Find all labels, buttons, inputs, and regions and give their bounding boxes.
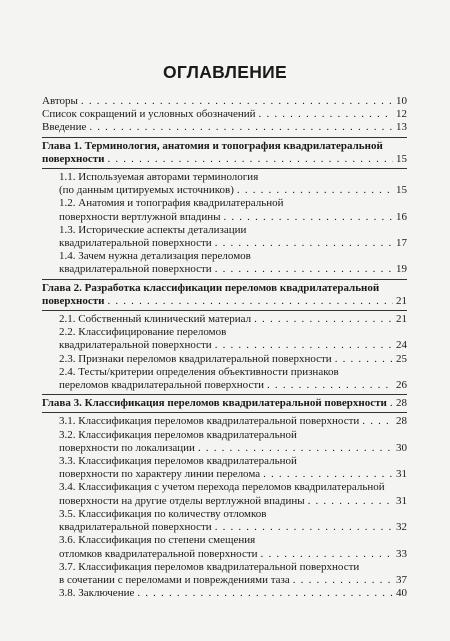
chapter-rule	[42, 310, 407, 311]
dot-leader	[107, 153, 393, 166]
toc-entry-text: квадрилатеральной поверхности	[59, 237, 212, 250]
chapter-rule	[42, 394, 407, 395]
toc-entry-text: 2.2. Классифицирование переломов	[59, 326, 227, 339]
toc-entry-text: Введение	[42, 121, 87, 134]
dot-leader	[89, 121, 393, 134]
chapter-rule	[42, 412, 407, 413]
dot-leader	[107, 295, 393, 308]
toc-entry-text: 1.2. Анатомия и топография квадрилатеральной	[59, 197, 284, 210]
dot-leader	[81, 95, 393, 108]
page-title: ОГЛАВЛЕНИЕ	[162, 62, 288, 82]
page-number: 28	[396, 415, 407, 428]
toc-entry-text: поверхности	[42, 152, 105, 165]
toc-section[interactable]	[42, 250, 407, 276]
toc-chapter[interactable]	[42, 397, 407, 410]
page-number: 25	[396, 352, 407, 365]
page-number: 17	[396, 237, 407, 250]
toc-entry-text: 3.3. Классификация переломов квадрилатеральной	[59, 455, 297, 468]
dot-leader	[215, 263, 393, 276]
toc-section[interactable]	[42, 561, 407, 587]
toc-entry[interactable]	[42, 108, 407, 121]
page-number: 28	[396, 397, 407, 410]
toc-entry-text: 1.4. Зачем нужна детализация переломов	[59, 250, 251, 263]
toc-entry-text: поверхности на другие отделы вертлужной впадины	[59, 494, 305, 507]
toc-entry-text: Глава 3. Классификация переломов квадрилатеральной поверхности	[42, 397, 387, 410]
toc-entry-text: в сочетании с переломами и повреждениями таза	[59, 573, 290, 586]
chapter-rule	[42, 168, 407, 169]
toc-section[interactable]	[42, 587, 407, 600]
toc-section[interactable]	[42, 508, 407, 534]
dot-leader	[223, 211, 393, 224]
table-of-contents	[42, 95, 407, 600]
page-number: 21	[396, 313, 407, 326]
chapter-rule	[42, 137, 407, 138]
dot-leader	[263, 468, 393, 481]
page-number: 31	[396, 494, 407, 507]
toc-entry-text: 2.3. Признаки переломов квадрилатеральной поверхности	[59, 352, 332, 365]
page-number: 16	[396, 210, 407, 223]
dot-leader	[198, 442, 393, 455]
dot-leader	[335, 353, 393, 366]
page-number: 15	[396, 152, 407, 165]
dot-leader	[261, 548, 393, 561]
toc-entry-text: (по данным цитируемых источников)	[59, 184, 234, 197]
toc-section[interactable]	[42, 429, 407, 455]
toc-entry-text: 3.4. Классификация с учетом перехода переломов квадрилатеральной	[59, 481, 385, 494]
toc-section[interactable]	[42, 171, 407, 197]
toc-entry-text: отломков квадрилатеральной поверхности	[59, 547, 258, 560]
toc-entry-text: Глава 1. Терминология, анатомия и топография квадрилатеральной	[42, 139, 383, 152]
toc-entry-text: поверхности по локализации	[59, 441, 195, 454]
toc-section[interactable]	[42, 313, 407, 326]
toc-section[interactable]	[42, 415, 407, 428]
page-number: 40	[396, 587, 407, 600]
toc-entry-text: поверхности	[42, 294, 105, 307]
dot-leader	[254, 313, 393, 326]
page-number: 15	[396, 184, 407, 197]
toc-section[interactable]	[42, 481, 407, 507]
dot-leader	[215, 237, 393, 250]
toc-entry[interactable]	[42, 121, 407, 134]
toc-entry-text: 1.3. Исторические аспекты детализации	[59, 223, 247, 236]
toc-section[interactable]	[42, 326, 407, 352]
toc-entry-text: квадрилатеральной поверхности	[59, 521, 212, 534]
toc-entry-text: переломов квадрилатеральной поверхности	[59, 379, 265, 392]
toc-entry-text: 3.1. Классификация переломов квадрилатеральной поверхности	[59, 415, 360, 428]
toc-section[interactable]	[42, 197, 407, 223]
page-number: 30	[396, 441, 407, 454]
dot-leader	[267, 379, 393, 392]
page-number: 10	[396, 95, 407, 107]
dot-leader	[259, 108, 393, 121]
dot-leader	[390, 397, 393, 410]
page-number: 19	[396, 263, 407, 276]
toc-entry-text: Авторы	[42, 95, 78, 107]
toc-chapter[interactable]	[42, 282, 407, 308]
dot-leader	[308, 495, 393, 508]
page-number: 21	[396, 294, 407, 307]
dot-leader	[215, 339, 393, 352]
toc-entry-text: 3.5. Классификация по количеству отломков	[59, 507, 267, 520]
toc-chapter[interactable]	[42, 140, 407, 166]
page-number: 37	[396, 573, 407, 586]
toc-section[interactable]	[42, 455, 407, 481]
toc-section[interactable]	[42, 534, 407, 560]
toc-entry-text: квадрилатеральной поверхности	[59, 263, 212, 276]
page-number: 13	[396, 121, 407, 134]
toc-entry-text: 2.1. Собственный клинический материал	[59, 313, 252, 326]
dot-leader	[362, 415, 393, 428]
page-number: 12	[396, 108, 407, 121]
toc-section[interactable]	[42, 224, 407, 250]
page-number: 31	[396, 468, 407, 481]
dot-leader	[293, 574, 393, 587]
page-number: 24	[396, 339, 407, 352]
dot-leader	[237, 184, 393, 197]
page-number: 32	[396, 521, 407, 534]
toc-entry-text: 3.8. Заключение	[59, 587, 135, 600]
toc-entry-text: 3.7. Классификация переломов квадрилатеральной поверхности	[59, 560, 360, 573]
toc-entry-text: Глава 2. Разработка классификации переломов квадрилатеральной	[42, 281, 380, 294]
toc-entry-text: квадрилатеральной поверхности	[59, 339, 212, 352]
page-number: 26	[396, 379, 407, 392]
toc-section[interactable]	[42, 366, 407, 392]
toc-entry-text: Список сокращений и условных обозначений	[42, 108, 256, 121]
toc-entry-text: 3.6. Классификация по степени смещения	[59, 534, 256, 547]
dot-leader	[137, 587, 393, 600]
toc-entry-text: поверхности по характеру линии перелома	[59, 468, 261, 481]
toc-entry-text: 3.2. Классификация переломов квадрилатеральной	[59, 428, 297, 441]
toc-entry-text: 2.4. Тесты/критерии определения объективности признаков	[59, 365, 339, 378]
page-number: 33	[396, 547, 407, 560]
toc-entry[interactable]	[42, 95, 407, 108]
toc-entry-text: поверхности вертлужной впадины	[59, 210, 221, 223]
dot-leader	[215, 521, 393, 534]
toc-entry-text: 1.1. Используемая авторами терминология	[59, 171, 259, 184]
toc-section[interactable]	[42, 353, 407, 366]
chapter-rule	[42, 279, 407, 280]
